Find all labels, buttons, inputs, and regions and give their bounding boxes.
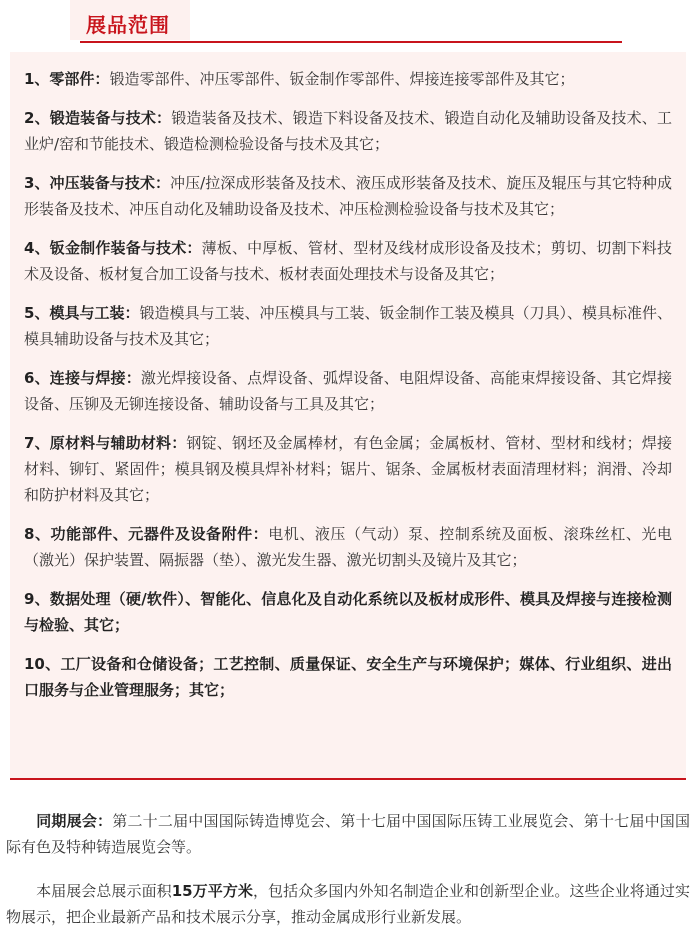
concurrent-lead: 同期展会： bbox=[36, 812, 113, 830]
item-label: 1、零部件： bbox=[24, 70, 110, 88]
list-item bbox=[24, 170, 672, 222]
list-item bbox=[24, 651, 672, 703]
exhibit-scope-list bbox=[24, 66, 672, 716]
list-item bbox=[24, 300, 672, 352]
summary-paragraph bbox=[6, 878, 690, 930]
summary-before: 本届展会总展示面积 bbox=[36, 882, 172, 900]
item-text: 冲压/拉深成形装备及技术、液压成形装备及技术、旋压及辊压与其它特种成形装备及技术、冲压自动化及辅助设备及技术、冲压检测检验设备与技术及其它； bbox=[24, 174, 672, 218]
list-item bbox=[24, 235, 672, 287]
item-label: 2、锻造装备与技术： bbox=[24, 109, 172, 127]
section-header bbox=[0, 0, 693, 48]
item-text: 锻造模具与工装、冲压模具与工装、钣金制作工装及模具（刀具）、模具标准件、模具辅助设备与技术及其它； bbox=[24, 304, 672, 348]
section-title: 展品范围 bbox=[86, 13, 170, 37]
item-label: 5、模具与工装： bbox=[24, 304, 140, 322]
list-item bbox=[24, 105, 672, 157]
summary-highlight: 15万平方米 bbox=[171, 882, 253, 900]
list-item bbox=[24, 586, 672, 638]
list-item bbox=[24, 365, 672, 417]
list-item bbox=[24, 430, 672, 508]
item-text: 锻造零部件、冲压零部件、钣金制作零部件、焊接连接零部件及其它； bbox=[109, 70, 575, 88]
item-text: 钢锭、钢坯及金属棒材，有色金属；金属板材、管材、型材和线材；焊接材料、铆钉、紧固件；模具钢及模具焊补材料；锯片、锯条、金属板材表面清理材料；润滑、冷却和防护材料及其它； bbox=[24, 434, 672, 504]
title-underline bbox=[80, 41, 622, 43]
item-label: 8、功能部件、元器件及设备附件： bbox=[24, 525, 269, 543]
summary-after: ，包括众多国内外知名制造企业和创新型企业。这些企业将通过实物展示，把企业最新产品和技术展示分享，推动金属成形行业新发展。 bbox=[6, 882, 690, 926]
concurrent-text: 第二十二届中国国际铸造博览会、第十七届中国国际压铸工业展览会、第十七届中国国际有色及特种铸造展览会等。 bbox=[6, 812, 690, 856]
item-text: 锻造装备及技术、锻造下料设备及技术、锻造自动化及辅助设备及技术、工业炉/窑和节能技术、锻造检测检验设备与技术及其它； bbox=[24, 109, 672, 153]
item-label: 7、原材料与辅助材料： bbox=[24, 434, 187, 452]
concurrent-exhibitions-paragraph bbox=[6, 808, 690, 860]
item-text: 电机、液压（气动）泵、控制系统及面板、滚珠丝杠、光电（激光）保护装置、隔振器（垫）、激光发生器、激光切割头及镜片及其它； bbox=[24, 525, 672, 569]
item-text: 9、数据处理（硬/软件）、智能化、信息化及自动化系统以及板材成形件、模具及焊接与连接检测与检验、其它； bbox=[24, 590, 672, 634]
item-text: 薄板、中厚板、管材、型材及线材成形设备及技术；剪切、切割下料技术及设备、板材复合加工设备与技术、板材表面处理技术与设备及其它； bbox=[24, 239, 672, 283]
list-item bbox=[24, 521, 672, 573]
item-text: 激光焊接设备、点焊设备、弧焊设备、电阻焊设备、高能束焊接设备、其它焊接设备、压铆及无铆连接设备、辅助设备与工具及其它； bbox=[24, 369, 672, 413]
panel-divider bbox=[10, 778, 686, 780]
item-label: 4、钣金制作装备与技术： bbox=[24, 239, 202, 257]
item-label: 6、连接与焊接： bbox=[24, 369, 141, 387]
list-item bbox=[24, 66, 672, 92]
item-label: 3、冲压装备与技术： bbox=[24, 174, 171, 192]
item-text: 10、工厂设备和仓储设备；工艺控制、质量保证、安全生产与环境保护；媒体、行业组织、进出口服务与企业管理服务；其它； bbox=[24, 655, 672, 699]
